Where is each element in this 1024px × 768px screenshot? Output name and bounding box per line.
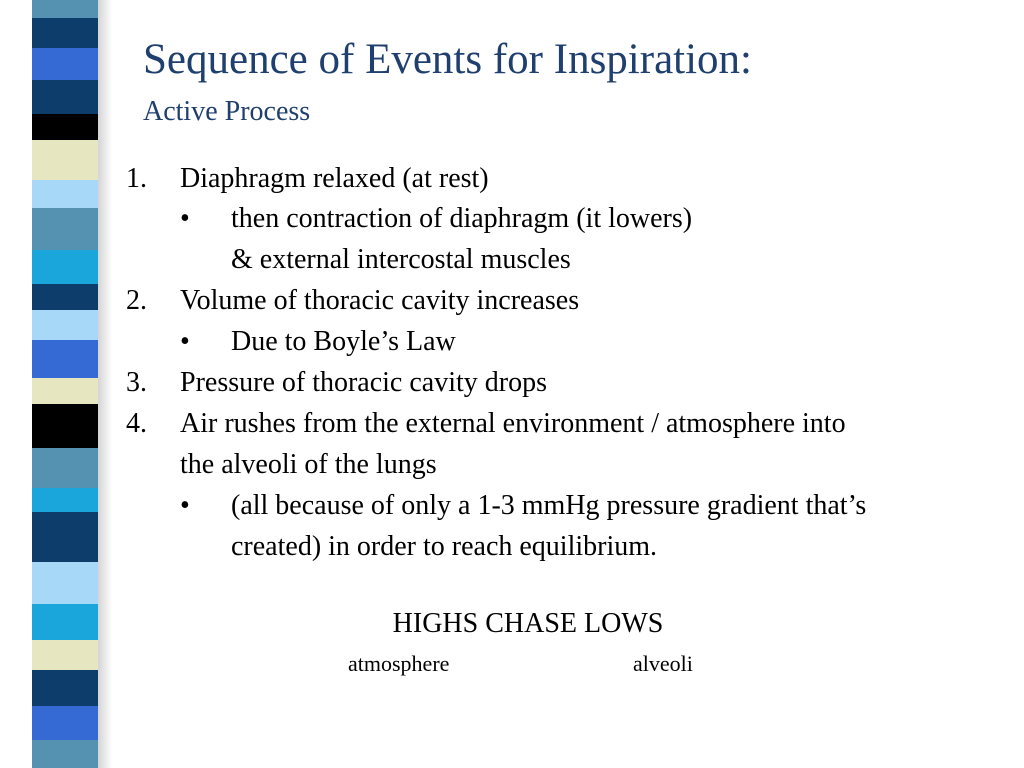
list-item-text: Diaphragm relaxed (at rest) xyxy=(180,163,489,194)
stripe-segment xyxy=(32,604,98,640)
stripe-segment xyxy=(32,0,98,18)
stripe-segment xyxy=(32,378,98,404)
stripe-segment xyxy=(32,488,98,512)
stripe-segment xyxy=(32,284,98,310)
list-item-text: Air rushes from the external environment / atmosphere into xyxy=(180,408,846,439)
bullet-text-continued: created) in order to reach equilibrium. xyxy=(231,531,658,562)
list-item-text: Pressure of thoracic cavity drops xyxy=(180,367,547,398)
stripe-segment xyxy=(32,310,98,340)
stripe-segment xyxy=(32,340,98,378)
stripe-segment xyxy=(32,208,98,250)
stripe-segment xyxy=(32,180,98,208)
stripe-segment xyxy=(32,512,98,562)
stripe-segment xyxy=(32,448,98,488)
slide-title: Sequence of Events for Inspiration: xyxy=(143,36,752,83)
list-item-text-continued: the alveoli of the lungs xyxy=(180,449,437,480)
item-number: 2. xyxy=(126,285,147,316)
stripe-segment xyxy=(32,640,98,670)
item-number: 3. xyxy=(126,367,147,398)
bullet-mark: • xyxy=(180,203,190,234)
stripe-segment xyxy=(32,706,98,740)
to-label: alveoli xyxy=(633,651,693,676)
item-number: 4. xyxy=(126,408,147,439)
bullet-mark: • xyxy=(180,326,190,357)
stripe-segment xyxy=(32,404,98,448)
bullet-mark: • xyxy=(180,490,190,521)
stripe-segment xyxy=(32,250,98,284)
stripe-segment xyxy=(32,140,98,180)
list-item-text: Volume of thoracic cavity increases xyxy=(180,285,580,316)
slide-subtitle: Active Process xyxy=(143,96,311,127)
stripe-segment xyxy=(32,562,98,604)
stripe-segment xyxy=(32,114,98,140)
bullet-text: Due to Boyle’s Law xyxy=(231,326,456,357)
stripe-segment xyxy=(32,740,98,768)
stripe-segment xyxy=(32,18,98,48)
stripe-segment xyxy=(32,670,98,706)
decorative-stripe-bar xyxy=(32,0,98,768)
stripe-segment xyxy=(32,80,98,114)
bullet-text: (all because of only a 1-3 mmHg pressure gradient that’s xyxy=(231,490,867,521)
bullet-text-continued: & external intercostal muscles xyxy=(231,244,571,275)
stripe-segment xyxy=(32,48,98,80)
from-label: atmosphere xyxy=(348,651,450,676)
item-number: 1. xyxy=(126,163,147,194)
bullet-text: then contraction of diaphragm (it lowers) xyxy=(231,203,693,234)
highlight-phrase: HIGHS CHASE LOWS xyxy=(392,608,664,639)
stripe-shadow xyxy=(98,0,112,768)
